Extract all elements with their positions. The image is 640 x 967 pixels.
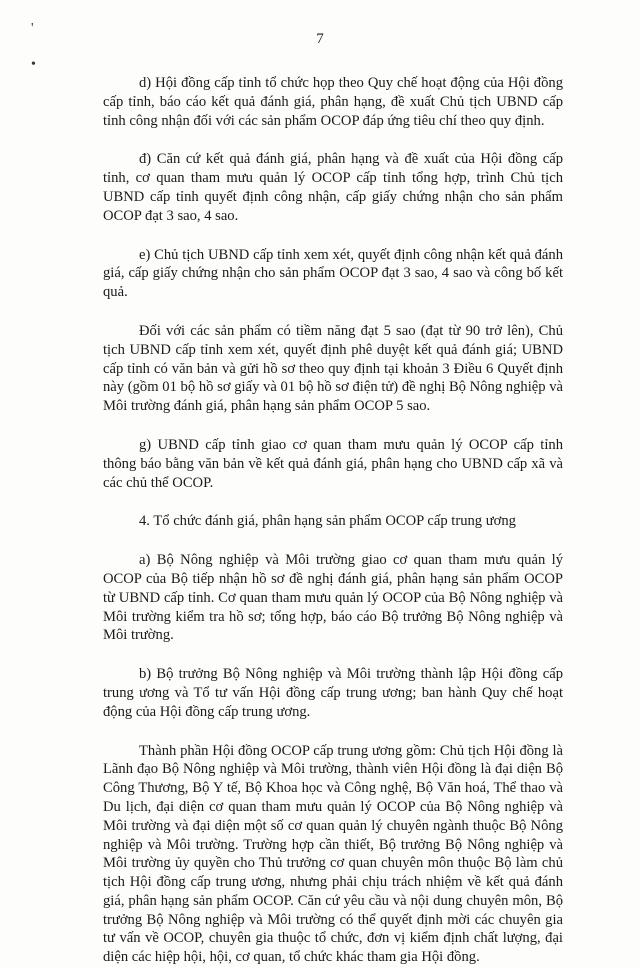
paragraph-g: g) UBND cấp tỉnh giao cơ quan tham mưu quản lý OCOP cấp tỉnh thông báo bằng văn bản về kết quả đánh giá, phân hạng cho UBND cấp xã và các chủ thể OCOP. — [103, 436, 563, 491]
margin-mark: ' — [31, 21, 34, 36]
page-number: 7 — [316, 31, 324, 47]
paragraph-dd: đ) Căn cứ kết quả đánh giá, phân hạng và đề xuất của Hội đồng cấp tỉnh, cơ quan tham mưu quản lý OCOP cấp tỉnh tổng hợp, trình Chủ tịch UBND cấp tỉnh quyết định công nhận, cấp giấy chứng nhận cho sản phẩm OCOP đạt 3 sao, 4 sao. — [103, 151, 563, 224]
paragraph-4b: b) Bộ trưởng Bộ Nông nghiệp và Môi trường thành lập Hội đồng cấp trung ương và Tổ tư vấn Hội đồng cấp trung ương; ban hành Quy chế hoạt động của Hội đồng cấp trung ương. — [103, 666, 563, 720]
margin-mark: • — [31, 57, 36, 72]
paragraph-4a: a) Bộ Nông nghiệp và Môi trường giao cơ quan tham mưu quản lý OCOP của Bộ tiếp nhận hồ sơ đề nghị đánh giá, phân hạng sản phẩm OCOP từ UBND cấp tỉnh. Cơ quan tham mưu quản lý OCOP của Bộ Nông nghiệp và Môi trường kiểm tra hồ sơ; tổng hợp, báo cáo Bộ trưởng Bộ Nông nghiệp và Môi trường. — [103, 552, 563, 644]
paragraph-e: e) Chủ tịch UBND cấp tỉnh xem xét, quyết định công nhận kết quả đánh giá, cấp giấy chứng nhận cho sản phẩm OCOP đạt 3 sao, 4 sao và công bố kết quả. — [103, 246, 563, 301]
paragraph-council-composition: Thành phần Hội đồng OCOP cấp trung ương gồm: Chủ tịch Hội đồng là Lãnh đạo Bộ Nông nghiệp và Môi trường, thành viên Hội đồng là đại diện Bộ Công Thương, Bộ Y tế, Bộ Khoa học và Công nghệ, Bộ Văn hoá, Thể thao và Du lịch, đại diện cơ quan tham mưu quản lý OCOP của Bộ Nông nghiệp và Môi trường và đại diện một số cơ quan quản lý chuyên ngành thuộc Bộ Nông nghiệp và Môi trường. Trường hợp cần thiết, Bộ trưởng Bộ Nông nghiệp và Môi trường ủy quyền cho Thủ trưởng cơ quan chuyên môn thuộc Bộ làm chủ tịch Hội đồng cấp trung ương, nhưng phải chịu trách nhiệm về kết quả đánh giá, phân hạng sản phẩm OCOP. Căn cứ yêu cầu và nội dung chuyên môn, Bộ trưởng Bộ Nông nghiệp và Môi trường có thể quyết định mời các chuyên gia tư vấn về OCOP, chuyên gia thuộc tổ chức, đơn vị kiểm định chất lượng, đại diện các hiệp hội, hội, cơ quan, tổ chức khác tham gia Hội đồng. — [103, 742, 563, 966]
section-heading-4: 4. Tổ chức đánh giá, phân hạng sản phẩm OCOP cấp trung ương — [139, 513, 516, 530]
paragraph-d: d) Hội đồng cấp tỉnh tổ chức họp theo Quy chế hoạt động của Hội đồng cấp tỉnh, báo cáo kết quả đánh giá, phân hạng, đề xuất Chủ tịch UBND cấp tỉnh công nhận đối với các sản phẩm OCOP đáp ứng tiêu chí theo quy định. — [103, 75, 563, 129]
paragraph-five-star: Đối với các sản phẩm có tiềm năng đạt 5 sao (đạt từ 90 trở lên), Chủ tịch UBND cấp tỉnh xem xét, quyết định phê duyệt kết quả đánh giá; UBND cấp tỉnh có văn bản và gửi hồ sơ theo quy định tại khoản 3 Điều 6 Quyết định này (gồm 01 bộ hồ sơ giấy và 01 bộ hồ sơ điện tử) đề nghị Bộ Nông nghiệp và Môi trường đánh giá, phân hạng sản phẩm OCOP 5 sao. — [103, 322, 563, 415]
document-body — [103, 74, 563, 967]
